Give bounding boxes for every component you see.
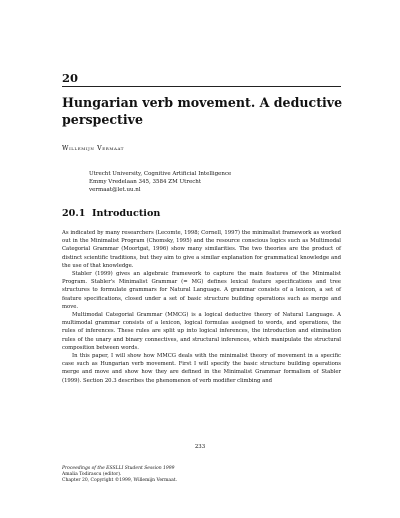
footer [62,466,342,485]
paper-title [62,94,352,128]
body-text [62,229,341,385]
affiliation-institution: Utrecht University, Cognitive Artificial Intelligence [89,171,232,177]
section-title: Introduction [92,208,161,219]
title-line-1: Hungarian verb movement. A deductive [62,95,343,110]
paragraph-3: Multimodal Categorial Grammar (MMCG) is a logical deductive theory of Natural Language. A multimodal grammar consists of a lexicon, logical formulas assigned to words, and operations, the rules of inferences. These rules are split up into logical inferences, the introduction and elimination rules of the unary and binary connectives, and structural inferences, which manipulate the structural composition between words. [62,312,341,351]
affiliation-email[interactable]: vermaat@let.uu.nl [89,187,141,194]
title-line-2: perspective [62,112,143,127]
paragraph-2: Stabler (1999) gives an algebraic framework to capture the main features of the Minimalist Program. Stabler's Minimalist Grammar (= MG) defines lexical feature specifications and tree structures to formulate grammars for Natural Language. A grammar consists of a lexicon, a set of feature specifications, closed under a set of basic structure building operations such as merge and move. [62,271,341,310]
section-number: 20.1 [62,208,86,219]
footer-proceedings: Proceedings of the ESSLLI Student Session 1999 [62,466,175,471]
page-number: 233 [194,444,206,450]
footer-copyright: Chapter 20, Copyright ©1999, Willemijn Vermaat. [62,478,178,484]
section-heading [62,208,160,219]
paragraph-4: In this paper, I will show how MMCG deals with the minimalist theory of movement in a specific case such as Hungarian verb movement. First I will specify the basic structure building operations merge and move and show how they are defined in the Minimalist Grammar formalism of Stabler (1999). Section 20.3 describes the phenomenon of verb modifier climbing and [62,353,341,384]
affiliation-block [89,170,231,195]
paragraph-1: As indicated by many researchers (Lecomte, 1998; Cornell, 1997) the minimalist framework as worked out in the Minimalist Program (Chomsky, 1995) and the resource conscious logics such as Multimodal Categorial Grammar (Moortgat, 1996) show many similarities. The two theories are the product of distinct scientific traditions, but they aim to give a similar explanation for grammatical knowledge and the use of that knowledge. [62,230,341,269]
chapter-number: 20 [62,71,79,85]
author-name: Willemijn Vermaat [62,145,125,152]
footer-editor: Amalia Todirascu (editor). [62,472,122,478]
header-rule [62,86,341,87]
affiliation-address: Emmy Vredelaan 345, 3584 ZM Utrecht [89,179,202,186]
